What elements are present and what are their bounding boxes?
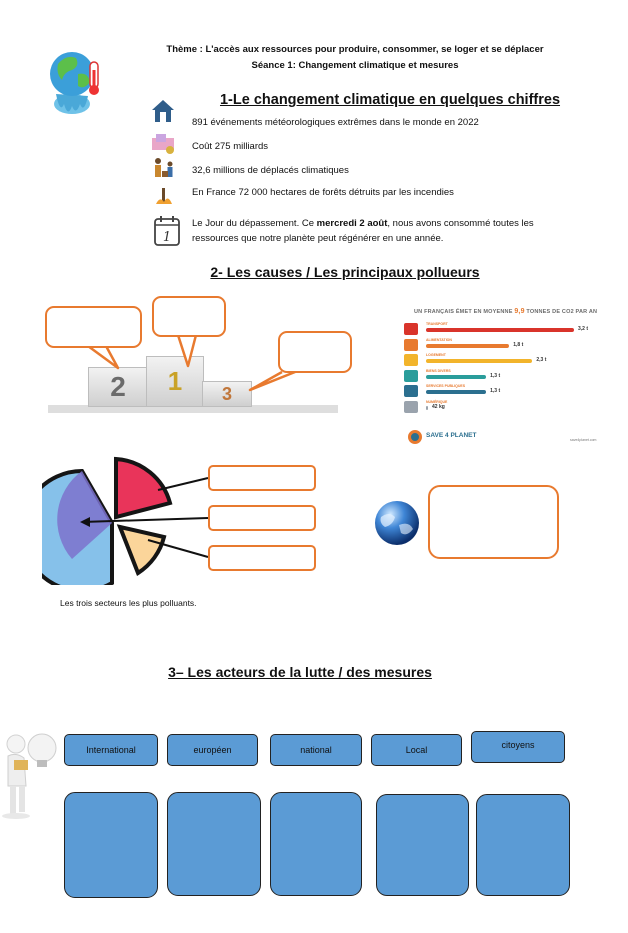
chart-bar-row: [402, 353, 602, 369]
chart-bar: [426, 344, 509, 348]
chart-bar-value: 2,3 t: [536, 357, 547, 363]
chart-bar: [426, 375, 486, 379]
pie-answer-box-1[interactable]: [208, 465, 316, 491]
chart-bar-row: [402, 322, 602, 338]
podium-second-answer-box[interactable]: [45, 306, 142, 348]
earth-thermometer-icon: [50, 44, 108, 122]
fact-cost: Coût 275 milliards: [192, 141, 269, 152]
fact-extreme-events: 891 événements météorologiques extrêmes dans le monde en 2022: [192, 117, 479, 128]
chart-bar-value: 1,8 t: [513, 341, 524, 348]
chart-category-icon: [404, 385, 418, 397]
actor-label-local: Local: [371, 734, 462, 766]
pie-answer-box-2[interactable]: [208, 505, 316, 531]
podium-first-label: 1: [167, 366, 183, 396]
overshoot-text-a: Le Jour du dépassement. Ce: [192, 218, 317, 229]
chart-bar: [426, 390, 486, 394]
chart-site: save4planet.com: [570, 438, 597, 442]
theme-line: Thème : L'accès aux ressources pour produire, consommer, se loger et se déplacer: [166, 44, 544, 55]
chart-category-icon: [404, 354, 418, 366]
chart-bar-row: [402, 338, 602, 354]
chart-bar: [426, 328, 574, 332]
actor-answer-box-europeen[interactable]: [167, 792, 261, 896]
chart-category-icon: [404, 401, 418, 413]
chart-bar-value: 1,3 t: [490, 372, 501, 379]
section2-title: 2- Les causes / Les principaux pollueurs: [210, 264, 480, 280]
chart-bar-value: 42 kg: [432, 403, 445, 410]
chart-title: UN FRANÇAIS ÉMET EN MOYENNE 9,9 TONNES DE CO2 PAR AN: [414, 308, 598, 315]
actor-answer-box-international[interactable]: [64, 792, 158, 898]
pie-slice-orange: [120, 527, 164, 573]
pie-answer-box-3[interactable]: [208, 545, 316, 571]
chart-bar-row: [402, 369, 602, 385]
co2-infographic: [402, 308, 602, 448]
fact-displaced: 32,6 millions de déplacés climatiques: [192, 165, 349, 176]
podium-second-label: 2: [110, 371, 126, 402]
seance-title: Séance 1: Changement climatique et mesures: [251, 60, 459, 71]
section3-title: 3– Les acteurs de la lutte / des mesures: [168, 664, 432, 680]
chart-bar: [426, 406, 428, 410]
fact-overshoot-day: [192, 216, 592, 246]
chart-category-label: BIENS DIVERS: [426, 368, 451, 373]
section1-title: 1-Le changement climatique en quelques chiffres: [219, 92, 561, 108]
chart-category-icon: [404, 339, 418, 351]
podium-second: [88, 367, 148, 407]
svg-text:1: 1: [162, 230, 172, 245]
actor-answer-box-local[interactable]: [376, 794, 469, 896]
chart-logo: SAVE 4 PLANET: [426, 432, 477, 439]
thinking-person-lightbulb-icon: [0, 728, 58, 820]
overshoot-text-line2: ressources que notre planète peut régénérer en une année.: [192, 233, 444, 244]
chart-bars: [402, 322, 602, 422]
chart-category-label: SERVICES PUBLIQUES: [426, 384, 466, 388]
actor-label-international: International: [64, 734, 158, 766]
pie-slice-red: [116, 459, 170, 517]
house-icon: [150, 98, 176, 124]
podium-third-answer-box[interactable]: [278, 331, 352, 373]
save4planet-logo-icon: [408, 430, 422, 444]
chart-bar-value: 1,3 t: [490, 388, 501, 394]
overshoot-text-c: , nous avons consommé toutes les: [387, 218, 534, 229]
chart-category-label: NUMÉRIQUE: [426, 399, 448, 404]
chart-category-label: TRANSPORT: [426, 322, 448, 326]
actor-answer-box-national[interactable]: [270, 792, 362, 896]
money-icon: [150, 130, 176, 156]
fact-forest-fires: En France 72 000 hectares de forêts détruits par les incendies: [192, 187, 454, 198]
podium-first-answer-box[interactable]: [152, 296, 226, 337]
podium-third-label: 3: [221, 383, 232, 404]
podium-first: [146, 356, 204, 407]
actor-answer-box-citoyens[interactable]: [476, 794, 570, 896]
chart-bar-row: [402, 400, 602, 416]
chart-bar: [426, 359, 532, 363]
actor-label-national: national: [270, 734, 362, 766]
forest-fire-icon: [152, 182, 178, 208]
chart-category-label: LOGEMENT: [426, 353, 446, 357]
chart-bar-row: [402, 384, 602, 400]
globe-answer-box[interactable]: [428, 485, 559, 559]
pie-caption: Les trois secteurs les plus polluants.: [60, 598, 197, 608]
globe-icon: [373, 499, 421, 547]
chart-category-icon: [404, 370, 418, 382]
chart-title-value: 9,9: [514, 308, 525, 315]
calendar-icon: [152, 214, 182, 248]
chart-bar-value: 3,2 t: [578, 326, 589, 332]
actor-label-citoyens: citoyens: [471, 731, 565, 763]
chart-category-icon: [404, 323, 418, 335]
overshoot-date: mercredi 2 août: [316, 218, 388, 229]
displaced-people-icon: [150, 155, 176, 181]
podium-third: [202, 381, 252, 407]
chart-category-label: ALIMENTATION: [426, 337, 452, 342]
actor-label-europeen: européen: [167, 734, 258, 766]
